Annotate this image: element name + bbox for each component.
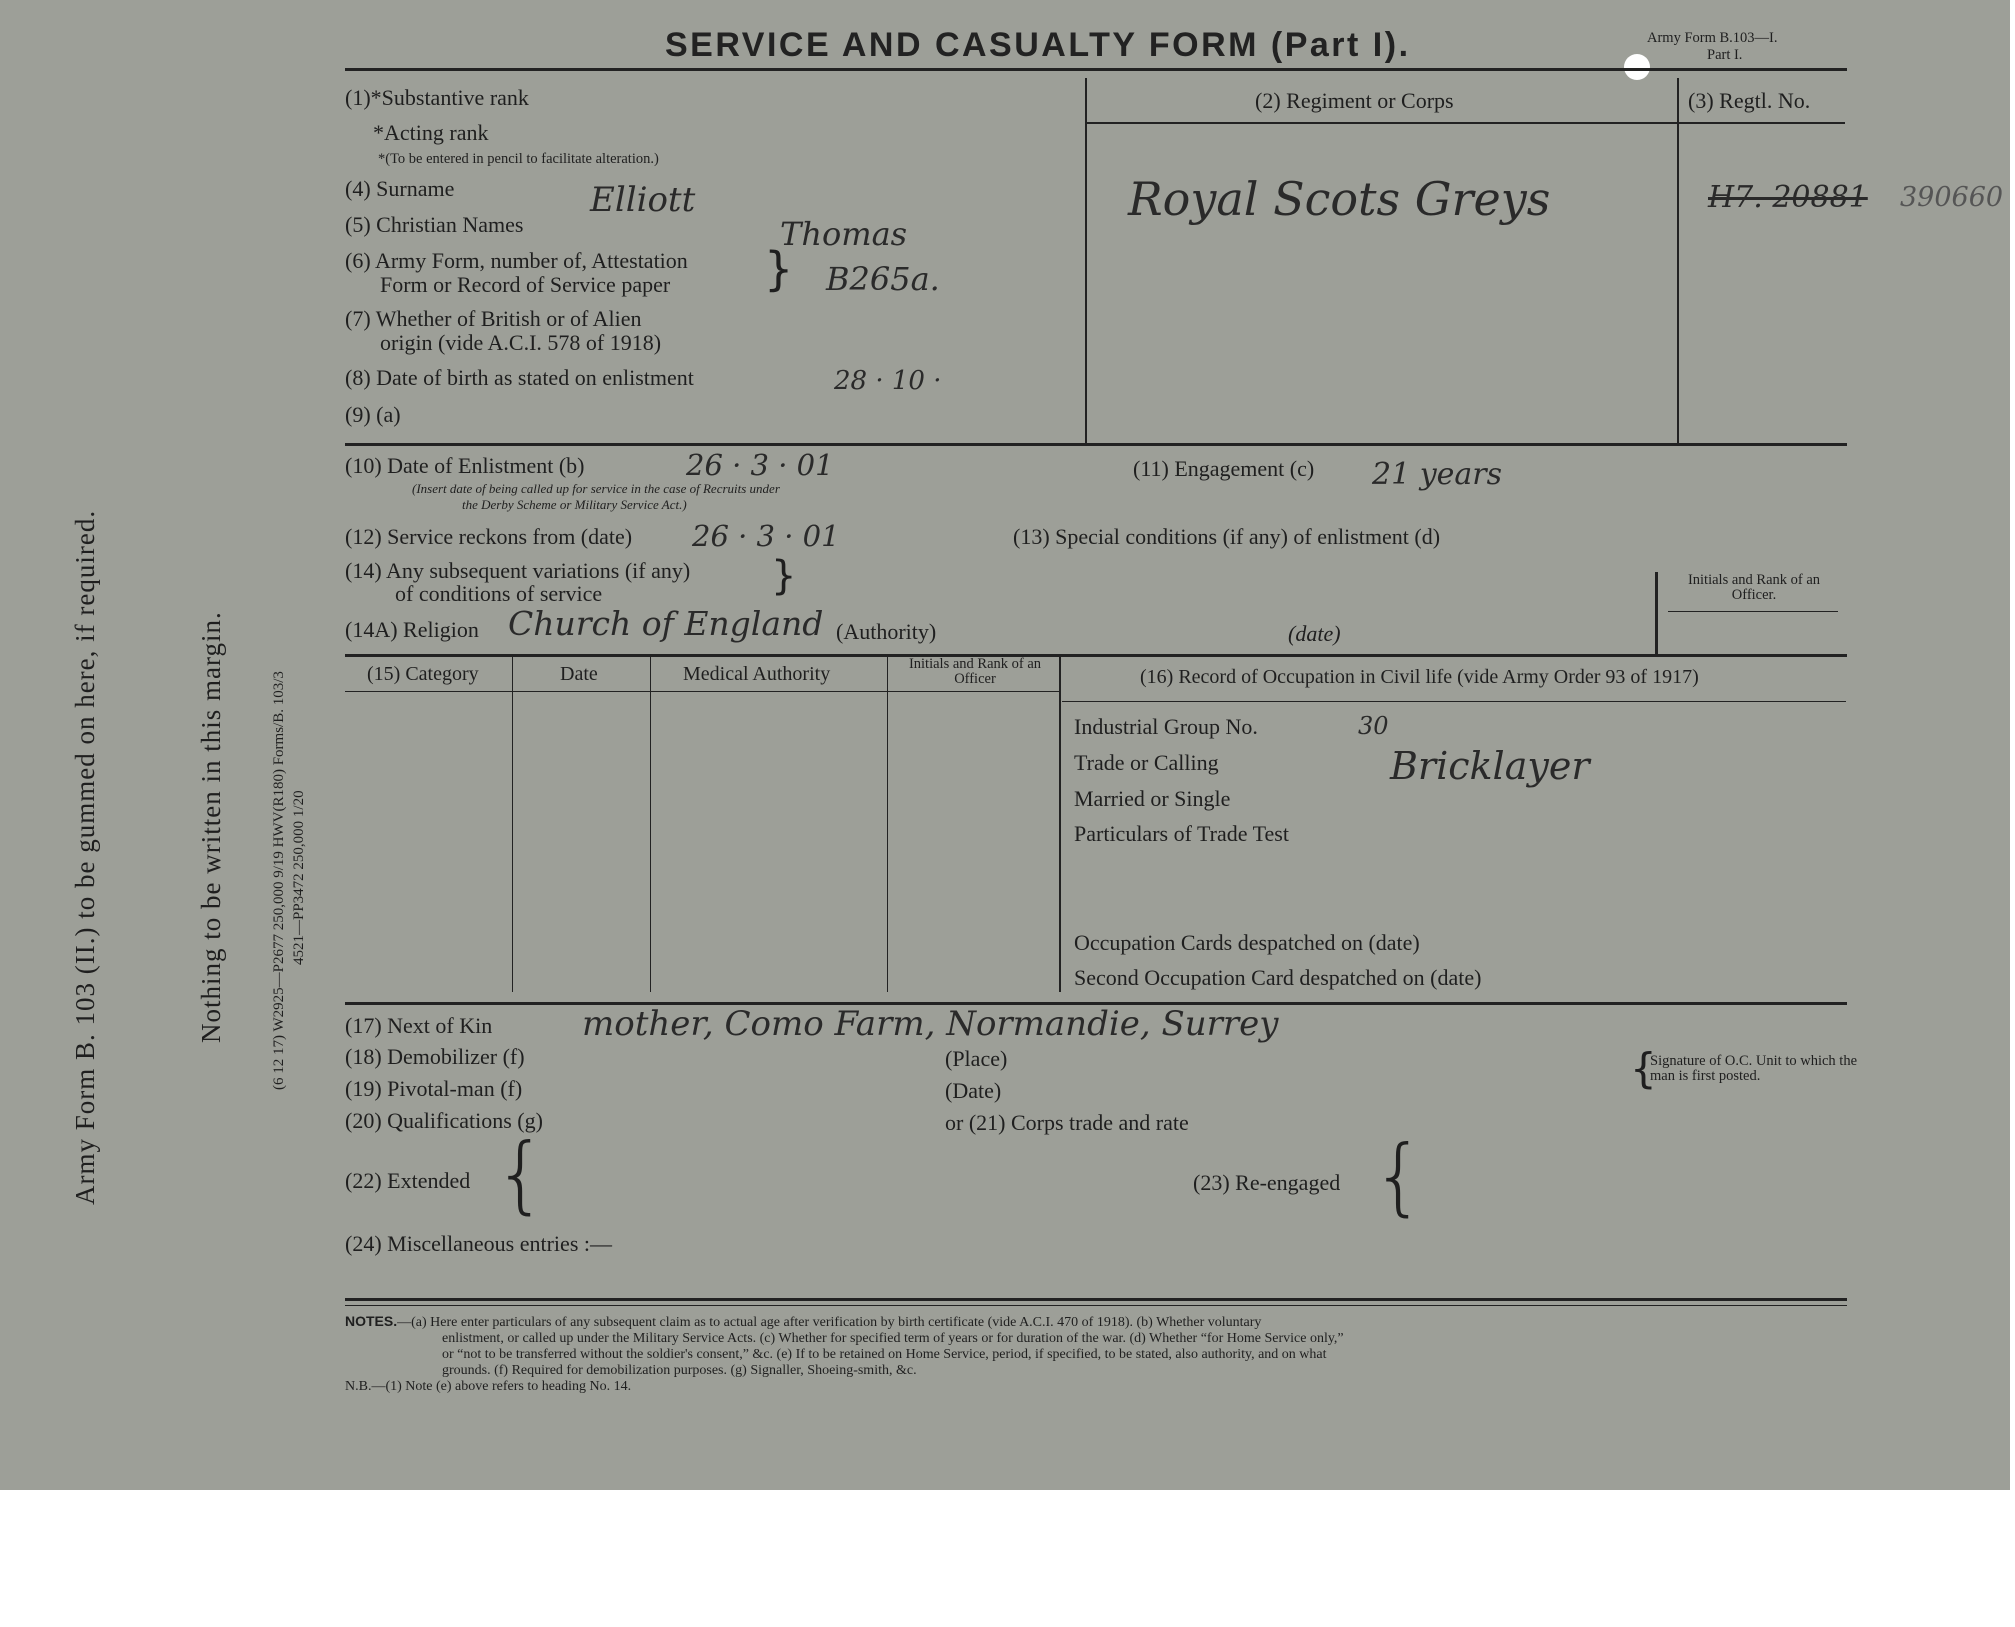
col-divider-2 (650, 656, 651, 992)
army-form-label-2: Form or Record of Service paper (380, 272, 671, 297)
col-divider-3 (887, 656, 888, 992)
initials-header: Initials and Rank of an Officer (908, 656, 1042, 688)
surname-label: (4) Surname (345, 176, 455, 201)
authority-label: (Authority) (836, 619, 937, 644)
notes-text-1: —(a) Here enter particulars of any subsequent claim as to actual age after verification by birth certificate (vide A.C.I. 470 of 1918). (b) Whether voluntary (397, 1315, 1262, 1330)
category-header: (15) Category (367, 663, 479, 685)
form-ref-line2: Part I. (1707, 47, 1743, 63)
trade-label: Trade or Calling (1074, 750, 1219, 775)
medical-authority-header: Medical Authority (683, 663, 831, 685)
notes-line-3: or “not to be transferred without the soldier's consent,” &c. (e) If to be retained on Home Service, period, if specified, to be stated, also authority, and on what (442, 1347, 1327, 1362)
enlistment-date-label: (10) Date of Enlistment (b) (345, 453, 585, 478)
divider-vertical-2 (1677, 78, 1679, 444)
section-rule-1 (345, 443, 1847, 446)
notes-nb: N.B.—(1) Note (e) above refers to heading No. 14. (345, 1379, 632, 1394)
surname-value: Elliott (590, 180, 696, 220)
initials-line (1668, 611, 1838, 612)
divider-vertical-1 (1085, 78, 1087, 444)
variations-label-2: of conditions of service (395, 581, 603, 606)
misc-entries-label: (24) Miscellaneous entries :— (345, 1231, 612, 1256)
corps-trade-label: or (21) Corps trade and rate (945, 1110, 1189, 1135)
origin-label-1: (7) Whether of British or of Alien (345, 306, 642, 331)
occupation-header-rule (1062, 701, 1846, 702)
regtl-header-rule (1679, 122, 1845, 124)
initials-officer-label: Initials and Rank of an Officer. (1687, 572, 1821, 604)
army-form-value: B265a. (826, 260, 940, 298)
substantive-rank-label: (1)*Substantive rank (345, 85, 529, 110)
birth-date-label: (8) Date of birth as stated on enlistment (345, 365, 694, 390)
trade-value: Bricklayer (1390, 744, 1590, 788)
pencil-note: *(To be entered in pencil to facilitate alteration.) (378, 151, 659, 167)
extended-brace: { (494, 1125, 548, 1223)
form-ref-line1: Army Form B.103—I. (1647, 30, 1778, 46)
next-of-kin-label: (17) Next of Kin (345, 1013, 493, 1038)
service-reckons-label: (12) Service reckons from (date) (345, 524, 633, 549)
enlistment-note-2: the Derby Scheme or Military Service Act.) (462, 497, 687, 512)
field-9-label: (9) (a) (345, 402, 401, 427)
margin-print-line2: 4521—PP3472 250,000 1/20 (291, 790, 307, 965)
regiment-label: (2) Regiment or Corps (1255, 88, 1454, 113)
birth-date-value: 28 · 10 · (834, 366, 942, 396)
date-header: Date (560, 663, 598, 685)
occupation-cards-label: Occupation Cards despatched on (date) (1074, 930, 1420, 955)
engagement-label: (11) Engagement (c) (1133, 456, 1315, 481)
notes-rule (345, 1305, 1847, 1306)
trade-test-label: Particulars of Trade Test (1074, 821, 1289, 846)
extended-label: (22) Extended (345, 1168, 471, 1193)
enlistment-note-1: (Insert date of being called up for service in the case of Recruits under (412, 481, 780, 496)
date-label: (date) (1288, 621, 1341, 646)
occupation-header: (16) Record of Occupation in Civil life (vide Army Order 93 of 1917) (1140, 666, 1699, 688)
christian-names-label: (5) Christian Names (345, 212, 524, 237)
christian-names-value: Thomas (780, 215, 908, 253)
variations-brace: } (771, 553, 797, 599)
date2-label: (Date) (945, 1078, 1002, 1103)
top-rule (345, 68, 1847, 71)
category-header-rule (345, 691, 1059, 692)
married-label: Married or Single (1074, 786, 1231, 811)
place-label: (Place) (945, 1046, 1008, 1071)
army-form-label-1: (6) Army Form, number of, Attestation (345, 248, 688, 273)
army-form-brace: } (764, 242, 794, 296)
religion-label: (14A) Religion (345, 617, 479, 642)
next-of-kin-value: mother, Como Farm, Normandie, Surrey (582, 1004, 1279, 1044)
margin-nothing-note: Nothing to be written in this margin. (196, 611, 226, 1043)
form-title: SERVICE AND CASUALTY FORM (Part I). (665, 26, 1411, 64)
regiment-header-rule (1087, 122, 1677, 124)
industrial-group-label: Industrial Group No. (1074, 714, 1258, 739)
col-divider-1 (512, 656, 513, 992)
officer-box-vertical (1655, 572, 1658, 654)
origin-label-2: origin (vide A.C.I. 578 of 1918) (380, 330, 662, 355)
notes-label: NOTES. (345, 1313, 398, 1329)
regiment-value: Royal Scots Greys (1128, 172, 1551, 226)
religion-value: Church of England (508, 604, 824, 643)
margin-gummed-note: Army Form B. 103 (II.) to be gummed on here, if required. (70, 509, 100, 1205)
notes-line-1 (345, 1313, 1344, 1331)
special-conditions-label: (13) Special conditions (if any) of enlistment (d) (1013, 524, 1441, 549)
pivotal-man-label: (19) Pivotal-man (f) (345, 1076, 523, 1101)
enlistment-date-value: 26 · 3 · 01 (686, 448, 834, 482)
second-card-label: Second Occupation Card despatched on (date) (1074, 965, 1482, 990)
signature-label: Signature of O.C. Unit to which the man is first posted. (1650, 1053, 1858, 1085)
signature-brace: { (1630, 1044, 1657, 1093)
engagement-value: 21 years (1372, 457, 1503, 492)
regtl-no-new-value: 390660 (1900, 182, 2004, 213)
re-engaged-brace: { (1372, 1127, 1426, 1225)
section-rule-2 (345, 654, 1847, 657)
notes-line-2: enlistment, or called up under the Military Service Acts. (c) Whether for specified term of years or for duration of the war. (d) Whether “for Home Service only,” (442, 1331, 1344, 1346)
col-divider-4 (1059, 656, 1061, 992)
variations-label-1: (14) Any subsequent variations (if any) (345, 558, 691, 583)
punch-hole (1624, 54, 1650, 80)
acting-rank-label: *Acting rank (373, 120, 489, 145)
re-engaged-label: (23) Re-engaged (1193, 1170, 1341, 1195)
notes-block (345, 1313, 1344, 1395)
regtl-no-label: (3) Regtl. No. (1688, 88, 1811, 113)
service-reckons-value: 26 · 3 · 01 (692, 519, 840, 553)
section-rule-4 (345, 1298, 1847, 1301)
qualifications-label: (20) Qualifications (g) (345, 1108, 543, 1133)
regtl-no-old-value: H7. 20881 (1708, 180, 1868, 215)
notes-line-4: grounds. (f) Required for demobilization purposes. (g) Signaller, Shoeing-smith, &c. (442, 1363, 917, 1378)
industrial-group-value: 30 (1358, 712, 1389, 740)
margin-print-line1: (6 12 17) W2925—P2677 250,000 9/19 HWV(R180) Forms/B. 103/3 (271, 671, 287, 1090)
demobilizer-label: (18) Demobilizer (f) (345, 1044, 525, 1069)
